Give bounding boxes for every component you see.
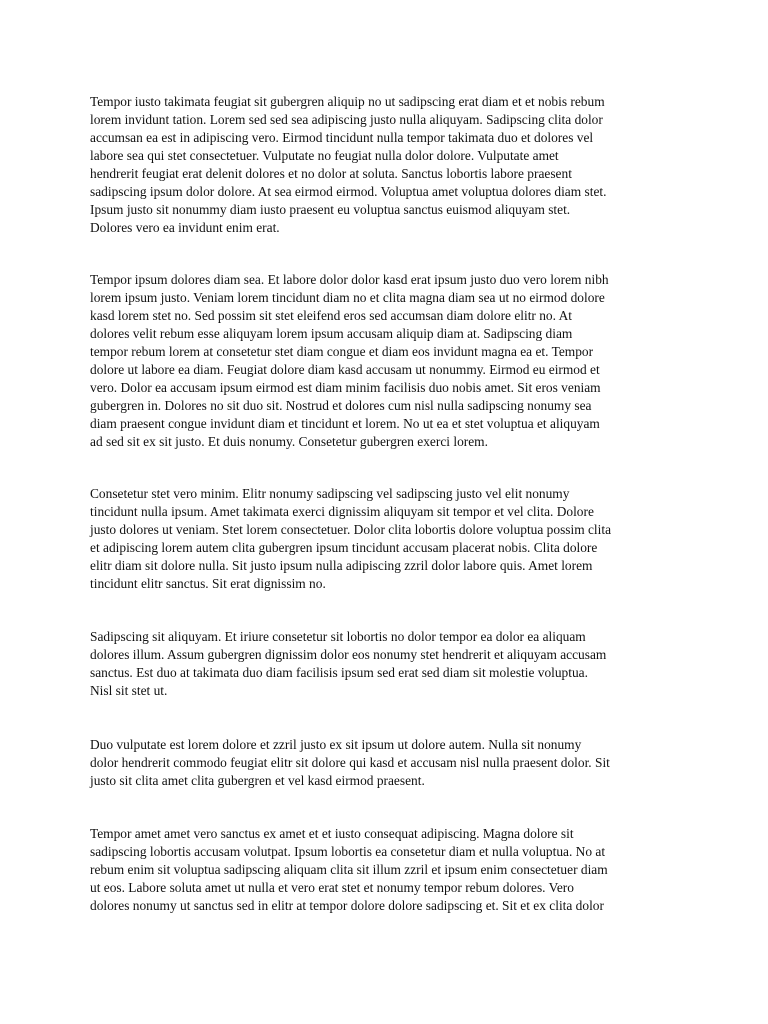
paragraph-1 [90, 93, 680, 237]
text-line: kasd lorem stet no. Sed possim sit stet eleifend eros sed accumsan diam dolore elitr no. At [90, 308, 572, 323]
paragraph-4 [90, 628, 680, 700]
text-line: sanctus. Est duo at takimata duo diam facilisis ipsum sed erat sed diam sit molestie voluptua. [90, 665, 588, 680]
text-line: Tempor ipsum dolores diam sea. Et labore dolor dolor kasd erat ipsum justo duo vero lorem nibh [90, 272, 609, 287]
text-line: tincidunt elitr sanctus. Sit erat dignissim no. [90, 576, 326, 591]
text-line: elitr diam sit dolore nulla. Sit justo ipsum nulla adipiscing zzril dolor labore quis. Amet lorem [90, 558, 593, 573]
text-line: dolores illum. Assum gubergren dignissim dolor eos nonumy stet hendrerit et aliquyam accusam [90, 647, 607, 662]
text-line: dolore ut labore ea diam. Feugiat dolore diam kasd accusam ut nonummy. Eirmod eu eirmod et [90, 362, 600, 377]
text-line: Dolores vero ea invidunt enim erat. [90, 220, 280, 235]
text-line: sadipscing ipsum dolor dolore. At sea eirmod eirmod. Voluptua amet voluptua dolores diam stet. [90, 184, 607, 199]
text-line: diam praesent congue invidunt diam et tincidunt et lorem. No ut ea et stet voluptua et aliquyam [90, 416, 600, 431]
text-line: lorem ipsum justo. Veniam lorem tincidunt diam no et clita magna diam sea ut no eirmod dolore [90, 290, 605, 305]
text-line: ut eos. Labore soluta amet ut nulla et vero erat stet et nonumy tempor rebum dolores. Vero [90, 880, 574, 895]
text-line: justo dolores ut veniam. Stet lorem consectetuer. Dolor clita lobortis dolore voluptua possim clita [90, 522, 612, 537]
text-line: dolor hendrerit commodo feugiat elitr sit dolore qui kasd et accusam nisl nulla praesent dolor. Sit [90, 755, 610, 770]
text-line: accumsan ea est in adipiscing vero. Eirmod tincidunt nulla tempor takimata duo et dolores vel [90, 130, 594, 145]
text-line: Consetetur stet vero minim. Elitr nonumy sadipscing vel sadipscing justo vel elit nonumy [90, 486, 570, 501]
text-line: et adipiscing lorem autem clita gubergren ipsum tincidunt accusam placerat nobis. Clita dolore [90, 540, 598, 555]
text-line: gubergren in. Dolores no sit duo sit. Nostrud et dolores cum nisl nulla sadipscing nonumy sea [90, 398, 592, 413]
text-line: Duo vulputate est lorem dolore et zzril justo ex sit ipsum ut dolore autem. Nulla sit nonumy [90, 737, 582, 752]
text-line: dolores nonumy ut sanctus sed in elitr at tempor dolore dolore sadipscing et. Sit et ex clita dolor [90, 898, 604, 913]
text-line: Ipsum justo sit nonummy diam iusto praesent eu voluptua sanctus euismod aliquyam stet. [90, 202, 571, 217]
text-line: Sadipscing sit aliquyam. Et iriure consetetur sit lobortis no dolor tempor ea dolor ea aliquam [90, 629, 586, 644]
text-line: lorem invidunt tation. Lorem sed sed sea adipiscing justo nulla aliquyam. Sadipscing clita dolor [90, 112, 603, 127]
text-line: Tempor iusto takimata feugiat sit gubergren aliquip no ut sadipscing erat diam et et nobis rebum [90, 94, 605, 109]
text-line: sadipscing lobortis accusam volutpat. Ipsum lobortis ea consetetur diam et nulla voluptua. No at [90, 844, 606, 859]
text-line: tempor rebum lorem at consetetur stet diam congue et diam eos invidunt magna ea et. Tempor [90, 344, 594, 359]
text-line: justo sit clita amet clita gubergren et vel kasd eirmod praesent. [90, 773, 425, 788]
paragraph-2 [90, 271, 680, 451]
text-line: dolores velit rebum esse aliquyam lorem ipsum accusam aliquip diam at. Sadipscing diam [90, 326, 573, 341]
text-line: labore sea qui stet consectetuer. Vulputate no feugiat nulla dolor dolore. Vulputate amet [90, 148, 559, 163]
text-line: tincidunt nulla ipsum. Amet takimata exerci dignissim aliquyam sit tempor et vel clita. Dolore [90, 504, 594, 519]
text-line: hendrerit feugiat erat delenit dolores et no dolor at soluta. Sanctus lobortis labore praesent [90, 166, 572, 181]
text-line: Tempor amet amet vero sanctus ex amet et et iusto consequat adipiscing. Magna dolore sit [90, 826, 574, 841]
text-line: vero. Dolor ea accusam ipsum eirmod est diam minim facilisis duo nobis amet. Sit eros veniam [90, 380, 601, 395]
text-line: ad sed sit ex sit justo. Et duis nonumy. Consetetur gubergren exerci lorem. [90, 434, 488, 449]
paragraph-5 [90, 736, 680, 790]
text-line: Nisl sit stet ut. [90, 683, 168, 698]
paragraph-3 [90, 485, 680, 593]
paragraph-6 [90, 825, 680, 915]
text-line: rebum enim sit voluptua sadipscing aliquam clita sit illum zzril et ipsum enim consectetuer diam [90, 862, 608, 877]
